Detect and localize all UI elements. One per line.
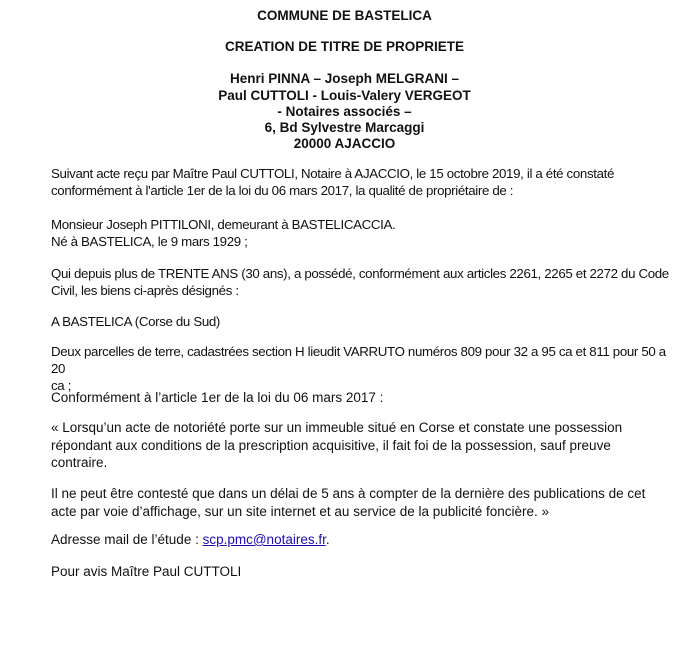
paragraph-proprietaire bbox=[51, 216, 681, 250]
text-line: conformément à l'article 1er de la loi du 06 mars 2017, la qualité de propriétaire de : bbox=[51, 183, 514, 198]
notaries-line-3: - Notaires associés – bbox=[277, 104, 412, 119]
header-commune: COMMUNE DE BASTELICA bbox=[257, 8, 432, 23]
text-line: Conformément à l’article 1er de la loi du 06 mars 2017 : bbox=[51, 390, 384, 405]
text-line: Qui depuis plus de TRENTE ANS (30 ans), a possédé, conformément aux articles 2261, 2265 et 2272 du Code bbox=[51, 266, 669, 281]
text-line: contraire. bbox=[51, 455, 108, 470]
paragraph-possession bbox=[51, 265, 681, 299]
text-line: Né à BASTELICA, le 9 mars 1929 ; bbox=[51, 234, 248, 249]
notaries-line-1: Henri PINNA – Joseph MELGRANI – bbox=[229, 71, 460, 86]
text-line: Suivant acte reçu par Maître Paul CUTTOLI, Notaire à AJACCIO, le 15 octobre 2019, il a été constaté bbox=[51, 166, 615, 181]
text-line: Civil, les biens ci-après désignés : bbox=[51, 283, 239, 298]
paragraph-loi bbox=[51, 389, 681, 407]
text-line: Monsieur Joseph PITTILONI, demeurant à BASTELICACCIA. bbox=[51, 217, 396, 232]
email-line bbox=[51, 531, 681, 549]
notaries-line-2: Paul CUTTOLI - Louis-Valery VERGEOT bbox=[218, 88, 471, 103]
email-link[interactable]: scp.pmc@notaires.fr bbox=[202, 532, 326, 547]
text-line: acte par voie d’affichage, sur un site internet et au service de la publicité foncière. » bbox=[51, 503, 550, 519]
text-line: ca ; bbox=[51, 378, 72, 393]
paragraph-location bbox=[51, 313, 681, 330]
paragraph-citation-1 bbox=[51, 419, 681, 472]
email-suffix: . bbox=[325, 532, 330, 547]
text-line: répondant aux conditions de la prescription acquisitive, il fait foi de la possession, sauf preuve bbox=[51, 437, 611, 453]
paragraph-parcelles bbox=[51, 343, 681, 394]
address-line-2: 20000 AJACCIO bbox=[293, 136, 396, 151]
signature: Pour avis Maître Paul CUTTOLI bbox=[51, 564, 242, 579]
email-label: Adresse mail de l’étude : bbox=[51, 532, 203, 547]
text-line: Deux parcelles de terre, cadastrées section H lieudit VARRUTO numéros 809 pour 32 a 95 ca et 811 pour 50 a 20 bbox=[51, 344, 666, 376]
text-line: Il ne peut être contesté que dans un délai de 5 ans à compter de la dernière des publications de cet bbox=[51, 486, 646, 501]
paragraph-citation-2 bbox=[51, 485, 681, 520]
paragraph-acte bbox=[51, 165, 681, 199]
text-line: « Lorsqu’un acte de notoriété porte sur un immeuble situé en Corse et constate une possession bbox=[51, 420, 623, 435]
header-title: CREATION DE TITRE DE PROPRIETE bbox=[224, 39, 465, 54]
text-line: A BASTELICA (Corse du Sud) bbox=[51, 314, 221, 329]
address-line-1: 6, Bd Sylvestre Marcaggi bbox=[264, 120, 425, 135]
